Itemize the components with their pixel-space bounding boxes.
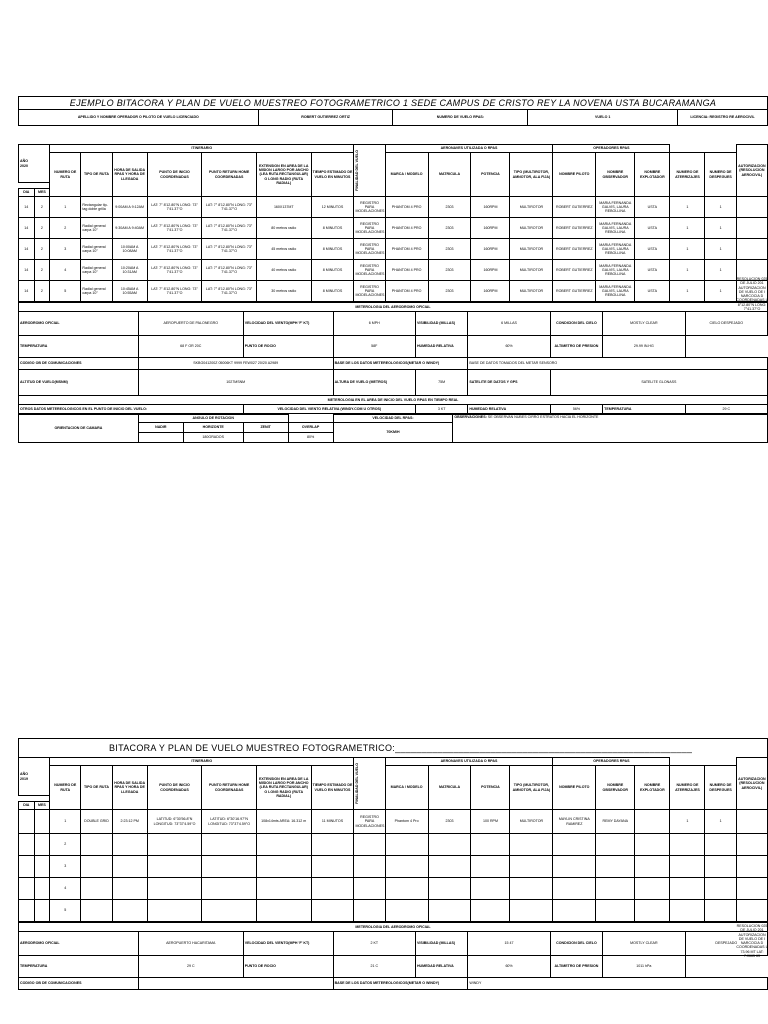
day-header-2: DIA <box>19 802 35 810</box>
humidity-value: 60% <box>468 336 550 358</box>
cell-inicio: LAT: 7° 8'12.80"N LONG: 73° 7'41.37"O <box>147 218 202 239</box>
meteorology-official-title-2: METEROLOGIA DEL AERODROMO OFICIAL <box>19 923 768 932</box>
rpas-speed-value: 70KM/H <box>333 423 453 443</box>
cell-final: REGISTRO PARA MODELACIONES <box>354 218 385 239</box>
temperature-label: TEMPERATURA <box>19 336 139 358</box>
operator-value: ROBERT GUTIERREZ ORTIZ <box>258 110 393 126</box>
wind-speed-label: VELOCIDAD DEL VIENTO(MPH 'F' KT) <box>243 312 333 336</box>
rpas-type-header-2: TIPO (MULTIROTOR, AMNOTOR, ALA FIJA) <box>510 766 553 810</box>
start-point-header-2: PUNTO DE INICIO COORDENADAS <box>147 766 202 810</box>
wind-speed-value-2: 2 KT <box>333 932 415 956</box>
registration: 2303 <box>428 810 471 834</box>
takeoffs: 1 <box>705 810 736 834</box>
cell-ret: LAT: 7° 8'12.80"N LONG: 73° 7'41.37"O <box>202 218 257 239</box>
cell-mat: 2303 <box>428 218 471 239</box>
table-row <box>19 260 768 281</box>
authorization-header-2: AUTORIZACION (RESOLUCION AEROCIVIL) <box>736 758 767 810</box>
rpas-type-header: TIPO (MULTIROTOR, AMNOTOR, ALA FIJA) <box>510 153 553 197</box>
cell-mat: 2303 <box>428 281 471 302</box>
temperature-label-2: TEMPERATURA <box>19 956 139 978</box>
cell-tipo: Rectangular tip-tag doble grilla <box>81 197 112 218</box>
route-number: 3 <box>50 856 81 878</box>
dew-point-value: 58F <box>333 336 415 358</box>
cell-tipo_rpas: MULTIROTOR <box>510 239 553 260</box>
data-source-label: BASE DE LOS DATOS METEREOLOGICOS(METAR O WINDY) <box>333 358 468 370</box>
route-type: DOUBLE GRID <box>81 810 112 834</box>
cell-dia: 14 <box>19 281 35 302</box>
cell-inicio: LAT: 7° 8'12.80"N LONG: 73° 7'41.37"O <box>147 239 202 260</box>
cell-expl: USTA <box>635 218 670 239</box>
operators-section-2: OPERADORES RPAS <box>553 758 670 766</box>
camera-orientation-label: ORIENTACION DE CAMARA <box>19 415 139 443</box>
route-type-header: TIPO DE RUTA <box>81 153 112 197</box>
satellite-value: SATELITE GLONASS <box>550 370 767 396</box>
relative-wind-label: VELOCIDAD DEL VIENTO RELATIVA (WINDY.COM U OTROS) <box>243 405 415 414</box>
month-header-2: MES <box>34 802 50 810</box>
cell-tipo: Radial general carpa 10° <box>81 260 112 281</box>
meteorology-area-title: METEROLOGIA EN EL AREA DE INICIO DEL VUELO RPAS EN TIEMPO REAL <box>19 396 768 405</box>
cell-marca: PHANTOM 4 PRO <box>385 218 428 239</box>
flight-number-value: VUELO 1 <box>528 110 678 126</box>
observer: REMY DAYANA <box>596 810 635 834</box>
cell-ret: LAT: 7° 8'12.80"N LONG: 73° 7'41.37"O <box>202 197 257 218</box>
start-point-header: PUNTO DE INICIO COORDENADAS <box>147 153 202 197</box>
start-point: LATITUD: 6°30'56.8"N LONGITUD: 73°37'4.59"O <box>147 810 202 834</box>
cell-hora: 9:00AM A 9:12AM <box>112 197 147 218</box>
landings: 1 <box>670 810 705 834</box>
data-source-label-2: BASE DE LOS DATOS METEREOLOGICOS(METAR O WINDY) <box>333 978 468 990</box>
cell-mes: 2 <box>34 239 50 260</box>
nadir-label: NADIR <box>138 423 183 433</box>
return-point: LATITUD: 6°30'16.97"N LONGITUD: 73°37'4.59"O <box>202 810 257 834</box>
cell-marca: PHANTOM 4 PRO <box>385 281 428 302</box>
observations-cell: OBSERVACIONES: SE OBSERVAN NUBES CIRRO ESTRATOS HACIA EL HORIZONTE <box>453 415 768 443</box>
observer-header: NOMBRE OBSERVADOR <box>596 153 635 197</box>
altitude-value: 1027MSNM <box>138 370 333 396</box>
cell-piloto: ROBERT GUTIERREZ <box>553 218 596 239</box>
landings-header-2: NUMERO DE ATERRIZAJES <box>670 766 705 810</box>
cell-tiempo: 8 MINUTOS <box>311 239 354 260</box>
altimeter-value: 29.99 IN.HG <box>603 336 685 358</box>
cell-marca: PHANTOM 4 PRO <box>385 197 428 218</box>
meteorology-official-title: METEROLOGIA DEL AERODROMO OFICIAL <box>19 303 768 312</box>
cell-expl: USTA <box>635 260 670 281</box>
visibility-value: 6 MILLAS <box>468 312 550 336</box>
humidity-value-2: 60% <box>468 956 550 978</box>
estimated-time-header-2: TIEMPO ESTIMADO DE VUELO EN MINUTOS <box>311 766 354 810</box>
cell-tiempo: 8 MINUTOS <box>311 281 354 302</box>
sky-value: CIELO DESPEJADO <box>685 312 767 336</box>
cell-ruta: 1 <box>50 197 81 218</box>
table-row <box>19 218 768 239</box>
cell-pot: 160RPM <box>471 197 510 218</box>
cell-at: 1 <box>670 218 705 239</box>
cell-inicio: LAT: 7° 8'12.80"N LONG: 73° 7'41.37"O <box>147 197 202 218</box>
comm-code-value: SKBG041200Z 05006KT 9999 FEW027 20/20 A2989 <box>138 358 333 370</box>
dew-point-label-2: PUNTO DE ROCIO <box>243 956 333 978</box>
aerodrome-value: AEROPUERTO DE PALONEGRO <box>138 312 243 336</box>
horizon-value: 180GRADOS <box>183 433 243 443</box>
meteorology-table <box>18 302 768 414</box>
itinerary-section: ITINERARIO <box>50 145 354 153</box>
meteorology-table-2 <box>18 922 768 990</box>
cell-final: REGISTRO PARA MODELACIONES <box>354 197 385 218</box>
sky-condition-label: CONDICION DEL CIELO <box>550 312 602 336</box>
route-type-header-2: TIPO DE RUTA <box>81 766 112 810</box>
purpose: REGISTRO PARA MODELACIONES <box>354 810 385 834</box>
rotation-angle-label: ANGULO DE ROTACION <box>138 415 288 423</box>
cell-obs: MARIA FERNANDA GALVIS, LAURA REBOLLINA <box>596 197 635 218</box>
table-row <box>19 856 768 878</box>
cell-obs: MARIA FERNANDA GALVIS, LAURA REBOLLINA <box>596 260 635 281</box>
flight-log-form-1 <box>18 96 768 443</box>
route-number: 4 <box>50 878 81 900</box>
brand-header: MARCA / MODELO <box>385 153 428 197</box>
cell-pot: 160RPM <box>471 239 510 260</box>
aircraft-section-2: AERONAVES UTILIZADA O RPAS <box>385 758 553 766</box>
aerodrome-label: AERODROMO OFICIAL <box>19 312 139 336</box>
comm-code-label-2: CODIGO OB DE COMUNICACIONES <box>19 978 139 990</box>
cell-tipo_rpas: MULTIROTOR <box>510 281 553 302</box>
cell-ret: LAT: 7° 8'12.80"N LONG: 73° 7'41.37"O <box>202 260 257 281</box>
cell-expl: USTA <box>635 239 670 260</box>
cell-dia: 14 <box>19 260 35 281</box>
cell-authorization <box>736 218 767 239</box>
return-home-header: PUNTO RETURN HOME COORDENADAS <box>202 153 257 197</box>
estimated-time-header: TIEMPO ESTIMADO DE VUELO EN MINUTOS <box>311 153 354 197</box>
cell-obs: MARIA FERNANDA GALVIS, LAURA REBOLLINA <box>596 281 635 302</box>
form-title: EJEMPLO BITACORA Y PLAN DE VUELO MUESTREO FOTOGRAMETRICO 1 SEDE CAMPUS DE CRISTO REY LA NOVENA USTA BUCARAMANGA <box>18 96 768 109</box>
takeoffs-header: NUMERO DE DESPEGUES <box>705 153 736 197</box>
overlap-value: 80% <box>288 433 333 443</box>
cell-piloto: ROBERT GUTIERREZ <box>553 239 596 260</box>
operator-header-2: NOMBRE EXPLOTADOR <box>635 766 670 810</box>
cell-ret: LAT: 7° 8'12.80"N LONG: 73° 7'41.37"O <box>202 239 257 260</box>
pilot: MAYLIN CRISTINA RAMIREZ <box>553 810 596 834</box>
power-header-2: POTENCIA <box>471 766 510 810</box>
license-label: LICENCIA: REGISTRO RE AEROCIVIL <box>678 110 768 126</box>
route-number: 1 <box>50 810 81 834</box>
observer-header-2: NOMBRE OBSERVADOR <box>596 766 635 810</box>
cell-dia: 14 <box>19 239 35 260</box>
operators-section: OPERADORES RPAS <box>553 145 670 153</box>
sky-condition-value: MOSTLY CLEAR <box>603 312 685 336</box>
rpas-type: MULTIROTOR <box>510 810 553 834</box>
satellite-label: SATELITE DE DATOS Y GPS <box>468 370 550 396</box>
registration-header-2: MATRICULA <box>428 766 471 810</box>
altimeter-label-2: ALTIMETRO DE PRESION <box>550 956 602 978</box>
zenith-label: ZENIT <box>243 423 288 433</box>
visibility-value-2: 15 47 <box>468 932 550 956</box>
month-header: MES <box>34 189 50 197</box>
day-header: DIA <box>19 189 35 197</box>
data-source-value-2: WINDY <box>468 978 768 990</box>
estimated-time: 11 MINUTOS <box>311 810 354 834</box>
visibility-label: VISIBILIDAD (MILLAS) <box>415 312 467 336</box>
dew-point-label: PUNTO DE ROCIO <box>243 336 333 358</box>
cell-hora: 9:30AM A 9:40AM <box>112 218 147 239</box>
cell-inicio: LAT: 7° 8'12.80"N LONG: 73° 7'41.37"O <box>147 281 202 302</box>
sky-condition-label-2: CONDICION DEL CIELO <box>550 932 602 956</box>
cell-at: 1 <box>670 260 705 281</box>
route-number-header-2: NUMERO DE RUTA <box>50 766 81 810</box>
table-row <box>19 239 768 260</box>
cell-mat: 2303 <box>428 197 471 218</box>
cell-dia: 14 <box>19 197 35 218</box>
temperature-value: 68 F OR 20C <box>138 336 243 358</box>
table-row <box>19 834 768 856</box>
flight-number-label: NUMERO DE VUELO RPAS: <box>393 110 528 126</box>
cell-tipo_rpas: MULTIROTOR <box>510 260 553 281</box>
cell-pot: 160RPM <box>471 218 510 239</box>
cell-at: 1 <box>670 239 705 260</box>
cell-piloto: ROBERT GUTIERREZ <box>553 197 596 218</box>
altimeter-label: ALTIMETRO DE PRESION <box>550 336 602 358</box>
aerodrome-value-2: AEROPUERTO HACARITAMA <box>138 932 243 956</box>
table-row <box>19 281 768 302</box>
cell-de: 1 <box>705 197 736 218</box>
table-row <box>19 810 768 834</box>
registration-header: MATRICULA <box>428 153 471 197</box>
data-source-value: BASE DE DATOS TOMADOS DEL METAR SENSORO <box>468 358 768 370</box>
cell-final: REGISTRO PARA MODELACIONES <box>354 260 385 281</box>
pilot-header: NOMBRE PILOTO <box>553 153 596 197</box>
cell-tiempo: 12 MINUTOS <box>311 197 354 218</box>
brand-header-2: MARCA / MODELO <box>385 766 428 810</box>
route-number-header: NUMERO DE RUTA <box>50 153 81 197</box>
cell-ext: 45 metros radio <box>256 239 311 260</box>
cell-mat: 2303 <box>428 239 471 260</box>
extension-header-2: EXTENSION EN AREA DE LA MISION LARGO POR ANCHO (LEA RUTA RECTANGULAR) O LONG RADIO (RUTA RADIAL) <box>256 766 311 810</box>
cell-authorization <box>736 239 767 260</box>
dew-point-value-2: 21 C <box>333 956 415 978</box>
horizon-label: HORIZONTE <box>183 423 243 433</box>
temperature2-label: TEMPERATURA <box>603 405 685 414</box>
authorization-note-2: RESOLUCION 025 DE JULIO 201 AUTORIZACION DE VUELO DE I NARCOCIA D COORDENADAS L 73.96 MT LAT: 7.0665 63 <box>736 924 768 959</box>
altimeter-value-2: 1011 hPa <box>603 956 685 978</box>
cell-tipo_rpas: MULTIROTOR <box>510 197 553 218</box>
operator-header: NOMBRE EXPLOTADOR <box>635 153 670 197</box>
cell-hora: 10:45AM A 10:55AM <box>112 281 147 302</box>
cell-inicio: LAT: 7° 8'12.80"N LONG: 73° 7'41.37"O <box>147 260 202 281</box>
cell-at: 1 <box>670 281 705 302</box>
cell-piloto: ROBERT GUTIERREZ <box>553 281 596 302</box>
visibility-label-2: VISIBILIDAD (MILLAS) <box>415 932 467 956</box>
time-header-2: HORA DE SALIDA RPAS Y HORA DE LLEGADA <box>112 766 147 810</box>
cell-obs: MARIA FERNANDA GALVIS, LAURA REBOLLINA <box>596 218 635 239</box>
route-time: 2:23:12 PM <box>112 810 147 834</box>
cell-ruta: 4 <box>50 260 81 281</box>
humidity2-value: 56% <box>550 405 602 414</box>
route-number: 2 <box>50 834 81 856</box>
return-home-header-2: PUNTO RETURN HOME COORDENADAS <box>202 766 257 810</box>
cell-pot: 160RPM <box>471 281 510 302</box>
cell-tipo: Radial general carpa 10° <box>81 239 112 260</box>
extension-header: EXTENSION EN AREA DE LA MISION LARGO POR ANCHO (LEA RUTA RECTANGULAR) O LONG RADIO (RUTA RADIAL) <box>256 153 311 197</box>
cell-mat: 2303 <box>428 260 471 281</box>
year-cell-2: AÑO 2019 <box>19 758 50 796</box>
cell-de: 1 <box>705 239 736 260</box>
brand: Phantom 4 Pro <box>385 810 428 834</box>
cell-ext: 80 metros radio <box>256 218 311 239</box>
rpas-speed-label: VELOCIDAD DEL RPAS: <box>333 415 453 423</box>
cell-de: 1 <box>705 218 736 239</box>
itinerary-section-2: ITINERARIO <box>50 758 354 766</box>
cell-hora: 10:20AM A 10:31AM <box>112 260 147 281</box>
cell-de: 1 <box>705 281 736 302</box>
humidity-label: HUMEDAD RELATIVA <box>415 336 467 358</box>
flight-log-form-2 <box>18 738 768 990</box>
cell-piloto: ROBERT GUTIERREZ <box>553 260 596 281</box>
temperature2-value: 29 C <box>685 405 767 414</box>
cell-mes: 2 <box>34 260 50 281</box>
flight-height-value: 75M <box>415 370 467 396</box>
cell-mes: 2 <box>34 281 50 302</box>
cell-ext: 160X137MT <box>256 197 311 218</box>
cell-de: 1 <box>705 260 736 281</box>
cell-ruta: 2 <box>50 218 81 239</box>
power: 100 RPM <box>471 810 510 834</box>
cell-ret: LAT: 7° 8'12.80"N LONG: 73° 7'41.37"O <box>202 281 257 302</box>
table-row <box>19 878 768 900</box>
cell-ruta: 3 <box>50 239 81 260</box>
cell-marca: PHANTOM 4 PRO <box>385 260 428 281</box>
itinerary-table-2 <box>18 757 768 922</box>
cell-obs: MARIA FERNANDA GALVIS, LAURA REBOLLINA <box>596 239 635 260</box>
takeoffs-header-2: NUMERO DE DESPEGUES <box>705 766 736 810</box>
cell-mes: 2 <box>34 218 50 239</box>
cell-final: REGISTRO PARA MODELACIONES <box>354 239 385 260</box>
table-row <box>19 900 768 922</box>
cell-tipo_rpas: MULTIROTOR <box>510 218 553 239</box>
other-data-label: OTROS DATOS METEREOLOGICOS EN EL PUNTO DE INICIO DEL VUELO: <box>19 405 244 414</box>
time-header: HORA DE SALIDA RPAS Y HORA DE LLEGADA <box>112 153 147 197</box>
wind-speed-value: 6 MPH <box>333 312 415 336</box>
authorization-note: RESOLUCION 025 DE JULIO 201 AUTORIZACION DE VUELO DE I NARCOCIA D COORDENADAS L 8°12.80"N LONG: 7°41.37"O <box>736 277 768 312</box>
aircraft-section: AERONAVES UTILIZADA O RPAS <box>385 145 553 153</box>
landings-header: NUMERO DE ATERRIZAJES <box>670 153 705 197</box>
year-cell: AÑO 2020 <box>19 145 50 183</box>
temperature-value-2: 29 C <box>138 956 243 978</box>
humidity2-label: HUMEDAD RELATIVA <box>468 405 550 414</box>
table-row <box>19 197 768 218</box>
cell-expl: USTA <box>635 197 670 218</box>
cell-tiempo: 8 MINUTOS <box>311 260 354 281</box>
cell-mes: 2 <box>34 197 50 218</box>
cell-authorization <box>736 197 767 218</box>
cell-final: REGISTRO PARA MODELACIONES <box>354 281 385 302</box>
cell-hora: 10:00AM A 10:08AM <box>112 239 147 260</box>
overlap-label: OVERLAP <box>288 423 333 433</box>
cell-marca: PHANTOM 4 PRO <box>385 239 428 260</box>
cell-tipo: Radial general carpa 10° <box>81 281 112 302</box>
sky-value-2: DESPEJADO <box>685 932 767 956</box>
camera-table <box>18 414 768 443</box>
cell-pot: 160RPM <box>471 260 510 281</box>
wind-speed-label-2: VELOCIDAD DEL VIENTO(MPH 'F' KT) <box>243 932 333 956</box>
purpose-header-2: FINALIDAD DEL VUELO <box>354 758 385 810</box>
purpose-header: FINALIDAD DEL VUELO <box>354 145 385 197</box>
humidity-label-2: HUMEDAD RELATIVA <box>415 956 467 978</box>
cell-ext: 40 metros radio <box>256 260 311 281</box>
pilot-header-2: NOMBRE PILOTO <box>553 766 596 810</box>
cell-tiempo: 8 MINUTOS <box>311 218 354 239</box>
cell-ruta: 5 <box>50 281 81 302</box>
sky-condition-value-2: MOSTLY CLEAR <box>603 932 685 956</box>
route-number: 5 <box>50 900 81 922</box>
cell-tipo: Radial general carpa 10° <box>81 218 112 239</box>
altitude-label: ALTITUD DE VUELO(MSNM) <box>19 370 139 396</box>
operator-table <box>18 109 768 126</box>
authorization-header: AUTORIZACION (RESOLUCION AEROCIVIL) <box>736 145 767 197</box>
comm-code-label: CODIGO OB DE COMUNICACIONES <box>19 358 139 370</box>
cell-ext: 30 metros radio <box>256 281 311 302</box>
cell-dia: 14 <box>19 218 35 239</box>
form-title-2: BITACORA Y PLAN DE VUELO MUESTREO FOTOGRAMETRICO:________________________________________________________ <box>18 738 768 757</box>
power-header: POTENCIA <box>471 153 510 197</box>
cell-expl: USTA <box>635 281 670 302</box>
relative-wind-value: 3 KT <box>415 405 467 414</box>
cell-at: 1 <box>670 197 705 218</box>
operator-label: APELLIDO Y NOMBRE OPERADOR O PILOTO DE VUELO LICENCIADO <box>19 110 259 126</box>
aerodrome-label-2: AERODROMO OFICIAL <box>19 932 139 956</box>
extension: 108x14mts AREA: 16.312 m <box>256 810 311 834</box>
itinerary-table <box>18 144 768 302</box>
flight-height-label: ALTURA DE VUELO (METROS) <box>333 370 415 396</box>
